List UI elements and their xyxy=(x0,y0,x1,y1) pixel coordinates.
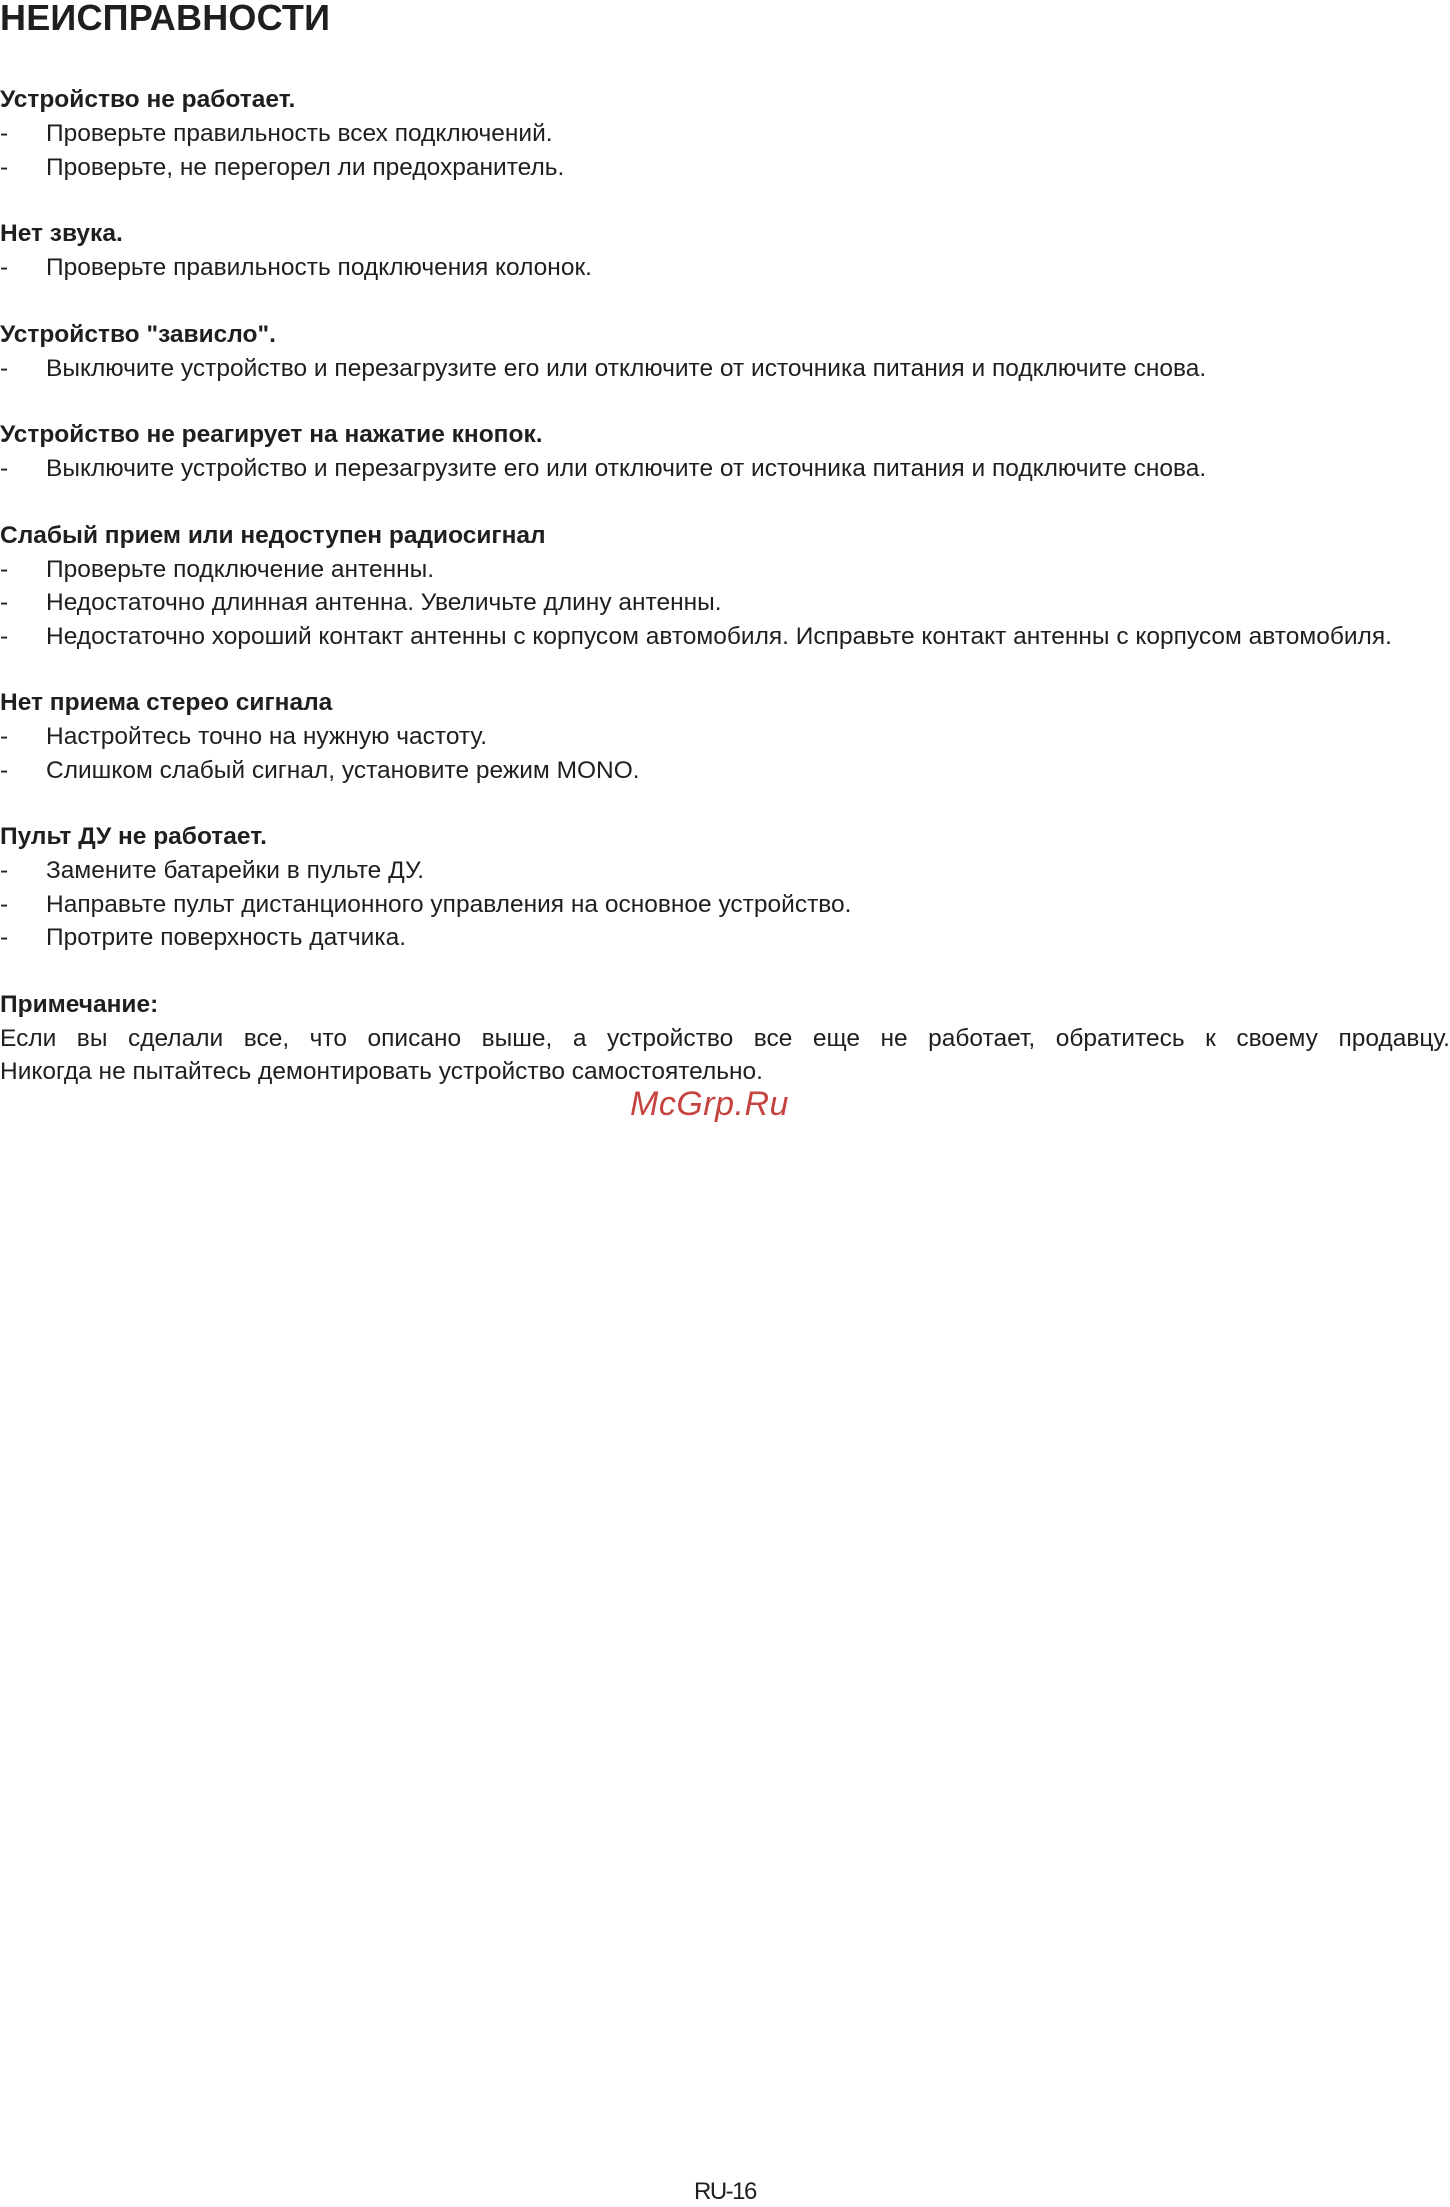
item-text: Протрите поверхность датчика. xyxy=(46,924,407,951)
item-list xyxy=(0,117,1450,184)
item-text: Замените батарейки в пульте ДУ. xyxy=(46,857,425,884)
list-item xyxy=(0,151,1450,185)
page-number: RU-16 xyxy=(694,2178,756,2205)
item-text: Недостаточно длинная антенна. Увеличьте длину антенны. xyxy=(46,589,722,616)
item-text: Выключите устройство и перезагрузите его или отключите от источника питания и подключите снова. xyxy=(46,455,1207,482)
section-heading: Слабый прием или недоступен радиосигнал xyxy=(0,521,546,549)
bullet-dash: - xyxy=(0,756,9,784)
section-heading: Пульт ДУ не работает. xyxy=(0,823,267,850)
troubleshooting-content xyxy=(0,83,1450,1122)
list-item xyxy=(0,720,1450,754)
section-device-frozen xyxy=(0,318,1450,386)
section-heading: Устройство "зависло". xyxy=(0,320,276,348)
section-device-not-working xyxy=(0,83,1450,184)
list-item xyxy=(0,754,1450,788)
bullet-dash: - xyxy=(0,455,9,482)
section-heading: Нет приема стерео сигнала xyxy=(0,689,333,716)
list-item xyxy=(0,352,1450,386)
item-text: Направьте пульт дистанционного управления на основное устройство. xyxy=(46,890,852,918)
item-text: Проверьте правильность подключения колонок. xyxy=(46,254,592,281)
item-list xyxy=(0,720,1450,787)
list-item xyxy=(0,921,1450,955)
list-item xyxy=(0,888,1450,922)
section-heading: Нет звука. xyxy=(0,220,123,247)
item-list xyxy=(0,352,1450,386)
list-item xyxy=(0,854,1450,888)
bullet-dash: - xyxy=(0,622,9,650)
list-item xyxy=(0,251,1450,285)
list-item xyxy=(0,117,1450,151)
note-heading: Примечание: xyxy=(0,990,159,1018)
item-text: Настройтесь точно на нужную частоту. xyxy=(46,723,488,750)
list-item xyxy=(0,452,1450,486)
note-text xyxy=(0,1022,1450,1089)
item-text: Проверьте, не перегорел ли предохранитель. xyxy=(46,153,565,181)
section-heading: Устройство не реагирует на нажатие кнопок. xyxy=(0,421,543,448)
section-remote-not-working xyxy=(0,820,1450,955)
section-heading: Устройство не работает. xyxy=(0,86,296,113)
bullet-dash: - xyxy=(0,723,9,750)
section-no-sound xyxy=(0,217,1450,285)
bullet-dash: - xyxy=(0,589,9,616)
section-no-stereo xyxy=(0,686,1450,787)
item-text: Слишком слабый сигнал, установите режим MONO. xyxy=(46,756,640,784)
bullet-dash: - xyxy=(0,890,9,918)
section-buttons-not-responding xyxy=(0,418,1450,486)
bullet-dash: - xyxy=(0,254,9,281)
bullet-dash: - xyxy=(0,120,9,147)
note-line: Никогда не пытайтесь демонтировать устройство самостоятельно. xyxy=(0,1058,763,1085)
item-list xyxy=(0,854,1450,955)
item-text: Проверьте правильность всех подключений. xyxy=(46,120,553,147)
bullet-dash: - xyxy=(0,354,9,382)
item-text: Проверьте подключение антенны. xyxy=(46,555,435,583)
section-weak-radio-signal xyxy=(0,519,1450,654)
item-list xyxy=(0,452,1450,486)
bullet-dash: - xyxy=(0,857,9,884)
item-list xyxy=(0,251,1450,285)
list-item xyxy=(0,553,1450,587)
item-list xyxy=(0,553,1450,654)
page-title: НЕИСПРАВНОСТИ xyxy=(0,0,331,38)
section-note xyxy=(0,988,1450,1089)
bullet-dash: - xyxy=(0,153,9,181)
item-text: Недостаточно хороший контакт антенны с корпусом автомобиля. Исправьте контакт антенны с корпусом автомобиля. xyxy=(46,622,1392,650)
note-line: Если вы сделали все, что описано выше, а устройство все еще не работает, обратитесь к своему продавцу. xyxy=(0,1024,1450,1052)
bullet-dash: - xyxy=(0,555,9,583)
watermark-logo: McGrp.Ru xyxy=(630,1085,789,1123)
list-item xyxy=(0,586,1450,620)
bullet-dash: - xyxy=(0,924,9,951)
list-item xyxy=(0,620,1450,654)
item-text: Выключите устройство и перезагрузите его или отключите от источника питания и подключите снова. xyxy=(46,354,1207,382)
